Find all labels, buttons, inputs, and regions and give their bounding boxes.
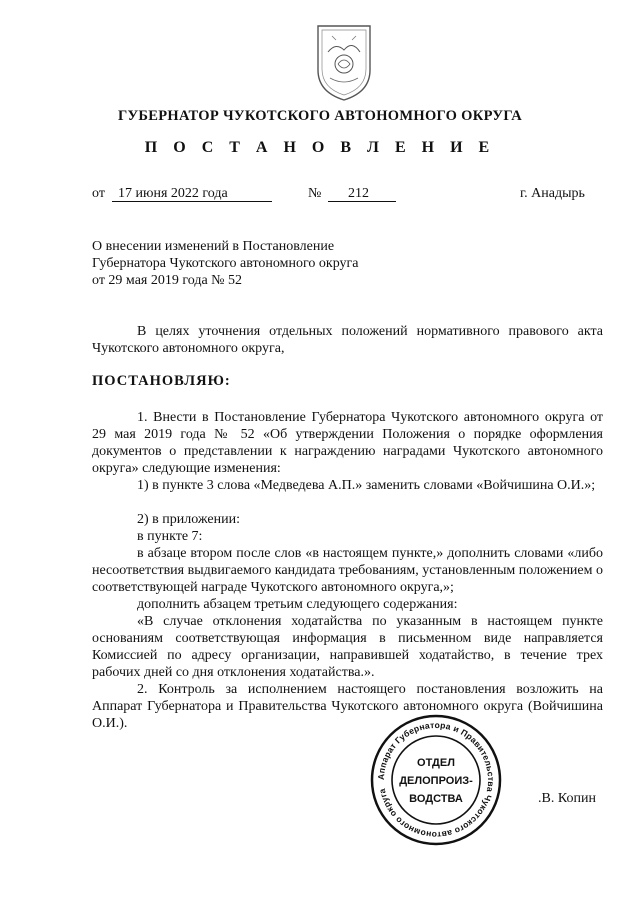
resolve-heading: ПОСТАНОВЛЯЮ: (92, 373, 231, 389)
item-1: 1. Внести в Постановление Губернатора Чукотского автономного округа от 29 мая 2019 года № 52 «Об утверждении Положения о порядке оформления документов о представлении к награждению наградами Чукотского автономного округа» следующие изменения: (92, 410, 603, 476)
document-number (328, 186, 396, 202)
coat-of-arms-icon (312, 22, 376, 104)
number-label: № (308, 186, 322, 201)
subject-line: от 29 мая 2019 года № 52 (92, 273, 243, 288)
item-1-2-b: в абзаце втором после слов «в настоящем пункте,» дополнить словами «либо несоответствия выдвигаемого кандидата требованиям, установленным положением о соответствующей награде Чукотского автономного округа,»; (92, 546, 603, 595)
subject-line: Губернатора Чукотского автономного округа (92, 256, 359, 271)
stamp-line: ОТДЕЛ (417, 757, 455, 769)
item-2: 2. Контроль за исполнением настоящего постановления возложить на Аппарат Губернатора и Правительства Чукотского автономного округа (Войчишина О.И.). (92, 682, 603, 731)
place: г. Анадырь (520, 186, 585, 201)
item-1-1: 1) в пункте 3 слова «Медведева А.П.» заменить словами «Войчишина О.И.»; (137, 478, 596, 493)
document-subject (92, 238, 392, 289)
stamp-line: ВОДСТВА (409, 793, 463, 805)
document-date (112, 186, 272, 202)
signatory-name: .В. Копин (538, 791, 596, 806)
stamp-outer-text: Аппарат Губернатора и Правительства Чукотского автономного округа (375, 719, 497, 841)
number-value: 212 (328, 186, 396, 202)
office-stamp (368, 712, 504, 848)
date-prefix: от (92, 186, 105, 201)
subject-line: О внесении изменений в Постановление (92, 239, 335, 254)
date-value: 17 июня 2022 года (112, 186, 272, 202)
org-title: ГУБЕРНАТОР ЧУКОТСКОГО АВТОНОМНОГО ОКРУГА (117, 108, 523, 124)
intro-paragraph: В целях уточнения отдельных положений нормативного правового акта Чукотского автономного округа, (92, 324, 603, 356)
item-1-2-d: «В случае отклонения ходатайства по указанным в настоящем пункте основаниям соответствующая информация в письменном виде направляется Комиссией по адресу организации, направившей ходатайство, в течение трех рабочих дней со дня отклонения ходатайства.». (92, 614, 603, 680)
stamp-line: ДЕЛОПРОИЗ- (399, 775, 473, 787)
item-1-2-a: в пункте 7: (137, 529, 203, 544)
item-1-2: 2) в приложении: (137, 512, 240, 527)
item-1-2-c: дополнить абзацем третьим следующего содержания: (137, 597, 458, 612)
document-type-title: П О С Т А Н О В Л Е Н И Е (144, 139, 496, 156)
